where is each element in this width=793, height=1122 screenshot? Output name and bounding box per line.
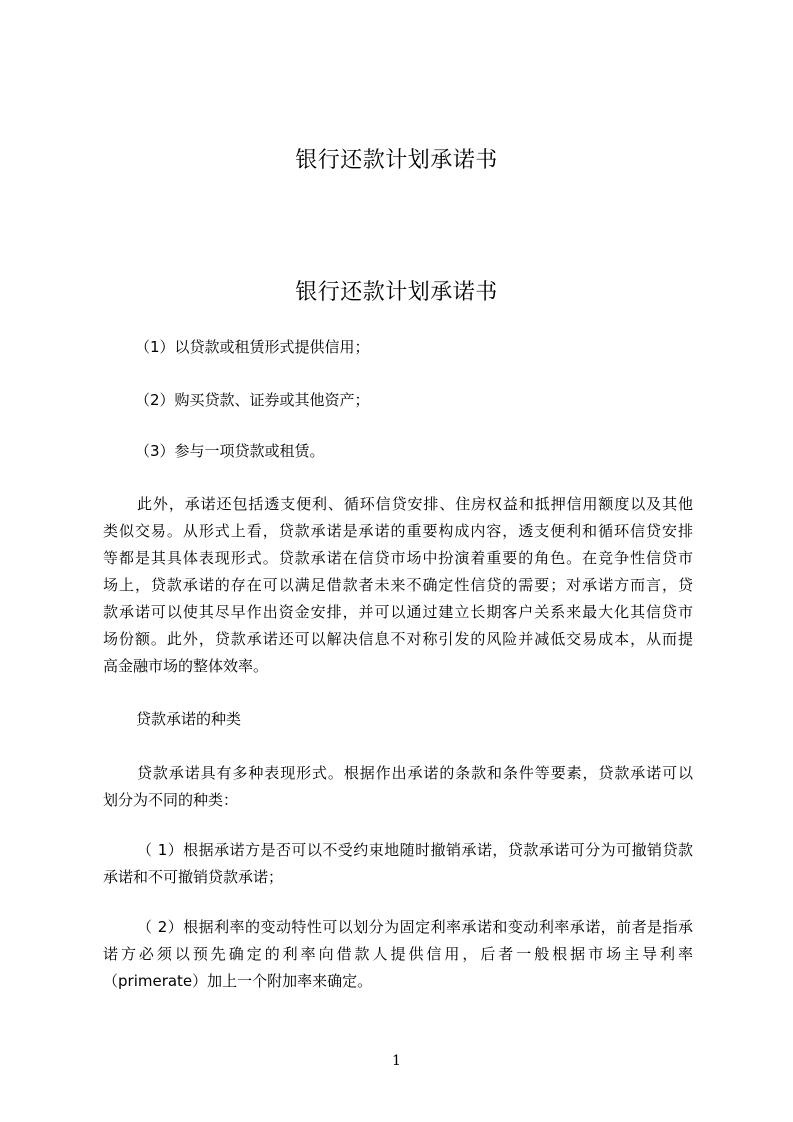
paragraph-line: 款承诺可以使其尽早作出资金安排，并可以通过建立长期客户关系来最大化其信贷市 xyxy=(103,603,693,621)
paragraph-line: （ 2）根据利率的变动特性可以划分为固定利率承诺和变动利率承诺，前者是指承 xyxy=(137,918,693,936)
paragraph-line: 场份额。此外，贷款承诺还可以解决信息不对称引发的风险并减低交易成本，从而提 xyxy=(103,630,693,648)
list-item xyxy=(135,387,725,414)
page-number: 1 xyxy=(392,1053,401,1069)
section-heading: 贷款承诺的种类 xyxy=(136,710,242,728)
paragraph-line: 等都是其具体表现形式。贷款承诺在信贷市场中扮演着重要的角色。在竞争性信贷市 xyxy=(103,549,693,567)
paragraph-commitment-types xyxy=(103,760,693,814)
paragraph-line: 诺方必须以预先确定的利率向借款人提供信用，后者一般根据市场主导利率 xyxy=(103,945,693,963)
paragraph-revocable xyxy=(103,837,693,891)
paragraph-line: 类似交易。从形式上看，贷款承诺是承诺的重要构成内容，透支便利和循环信贷安排 xyxy=(103,522,693,540)
main-title: 银行还款计划承诺书 xyxy=(295,280,498,305)
paragraph-interest-rate xyxy=(103,914,693,995)
paragraph-line: 划分为不同的种类： xyxy=(103,791,239,809)
paragraph-line: 场上，贷款承诺的存在可以满足借款者未来不确定性信贷的需要；对承诺方而言，贷 xyxy=(103,576,693,594)
list-item-text: （1）以贷款或租赁形式提供信用； xyxy=(135,338,370,356)
list-item xyxy=(135,438,725,465)
paragraph-line: 高金融市场的整体效率。 xyxy=(103,657,269,675)
header-title: 银行还款计划承诺书 xyxy=(295,148,498,173)
paragraph-line: 承诺和不可撤销贷款承诺； xyxy=(103,868,284,886)
list-item-text: （2）购买贷款、证券或其他资产； xyxy=(135,391,370,409)
list-item xyxy=(135,334,725,361)
list-item-text: （3）参与一项贷款或租赁。 xyxy=(135,442,325,460)
paragraph-commitment-overview xyxy=(103,491,693,680)
paragraph-line: 此外，承诺还包括透支便利、循环信贷安排、住房权益和抵押信用额度以及其他 xyxy=(137,495,693,513)
paragraph-line: （primerate）加上一个附加率来确定。 xyxy=(103,972,373,990)
paragraph-line: （ 1）根据承诺方是否可以不受约束地随时撤销承诺，贷款承诺可分为可撤销贷款 xyxy=(137,841,693,859)
paragraph-line: 贷款承诺具有多种表现形式。根据作出承诺的条款和条件等要素，贷款承诺可以 xyxy=(137,764,693,782)
